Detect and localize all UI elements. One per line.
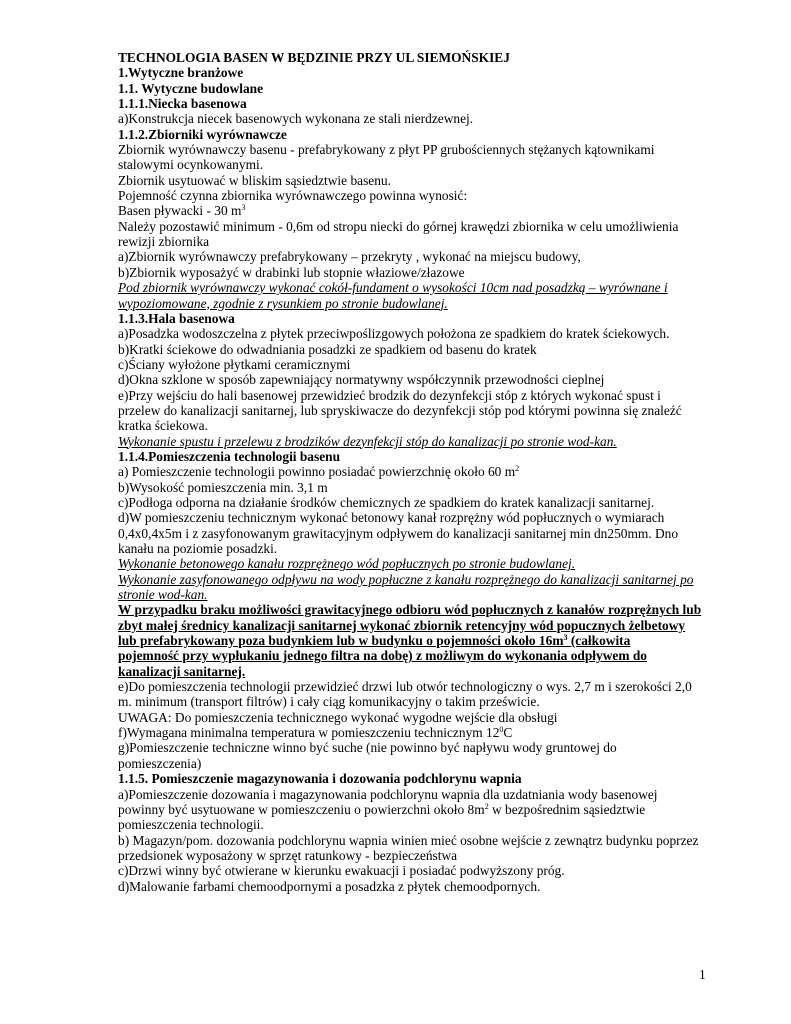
- paragraph: pomieszczenia): [118, 755, 202, 771]
- paragraph: c)Drzwi winny być otwierane w kierunku ewakuacji i posiadać podwyższony próg.: [118, 863, 565, 879]
- note-underlined: Wykonanie betonowego kanału rozprężnego wód popłucznych po stronie budowlanej.: [118, 556, 576, 572]
- paragraph: b) Magazyn/pom. dozowania podchlorynu wapnia winien mieć osobne wejście z zewnątrz budynku poprzez: [118, 832, 699, 848]
- note-underlined: Wykonanie spustu i przelewu z brodzików dezynfekcji stóp do kanalizacji po stronie wod-kan.: [118, 433, 617, 449]
- paragraph: kanału na poziomie posadzki.: [118, 541, 278, 556]
- superscript: 0: [499, 725, 504, 735]
- note-underlined: stronie wod-kan.: [118, 587, 208, 603]
- paragraph: Zbiornik usytuować w bliskim sąsiedztwie basenu.: [118, 172, 391, 188]
- paragraph: d)Okna szklone w sposób zapewniający normatywny współczynnik przewodności cieplnej: [118, 372, 605, 388]
- text: Basen pływacki - 30 m: [118, 203, 242, 219]
- text: w bezpośrednim sąsiedztwie: [488, 801, 646, 817]
- note-underlined: Wykonanie zasyfonowanego odpływu na wody popłuczne z kanału rozprężnego do kanalizacji sanitarnej po: [118, 571, 694, 587]
- paragraph: 0,4x0,4x5m i z zasyfonowanym grawitacyjnym odpływem do kanalizacji sanitarnej min dn250mm. Dno: [118, 525, 679, 541]
- paragraph: c)Ściany wyłożone płytkami ceramicznymi: [118, 356, 351, 372]
- text: f)Wymagana minimalna temperatura w pomieszczeniu technicznym 12: [118, 725, 500, 741]
- heading-1-1: 1.1. Wytyczne budowlane: [118, 80, 264, 96]
- paragraph: e)Do pomieszczenia technologii przewidzieć drzwi lub otwór technologiczny o wys. 2,7 m i szerokości 2,0: [118, 679, 692, 695]
- text: powinny być usytuowane w pomieszczeniu o powierzchni około 8m: [118, 801, 485, 817]
- paragraph: m. minimum (transport filtrów) i cały ciąg komunikacyjny o takim prześwicie.: [118, 694, 540, 710]
- paragraph: a)Zbiornik wyrównawczy prefabrykowany – przekryty , wykonać na miejscu budowy,: [118, 249, 581, 265]
- document-body: [118, 50, 718, 894]
- paragraph: przelew do kanalizacji sanitarnej, lub spryskiwacze do dezynfekcji stóp pod którymi powinna się znaleźć: [118, 402, 682, 418]
- paragraph: d)W pomieszczeniu technicznym wykonać betonowy kanał rozprężny wód popłucznych o wymiarach: [118, 510, 665, 526]
- page-number: 1: [699, 967, 706, 982]
- paragraph: Zbiornik wyrównawczy basenu - prefabrykowany z płyt PP grubościennych stężanych kątownikami: [118, 142, 655, 158]
- paragraph-line: [118, 203, 718, 218]
- note-underlined: Pod zbiornik wyrównawczy wykonać cokół-fundament o wysokości 10cm nad posadzką – wyrównane i: [118, 280, 668, 296]
- warning-bold-underlined: zbyt małej średnicy kanalizacji sanitarnej wykonać zbiornik retencyjny wód popucznych żelbetowy: [118, 617, 686, 633]
- document-title: TECHNOLOGIA BASEN W BĘDZINIE PRZY UL SIEMOŃSKIEJ: [118, 50, 510, 65]
- heading-1-1-1: 1.1.1.Niecka basenowa: [118, 96, 247, 112]
- paragraph: a)Posadzka wodoszczelna z płytek przeciwpoślizgowych położona ze spadkiem do kratek ściekowych.: [118, 326, 670, 342]
- text: a) Pomieszczenie technologii powinno posiadać powierzchnię około 60 m: [118, 464, 516, 480]
- paragraph: c)Podłoga odporna na działanie środków chemicznych ze spadkiem do kratek kanalizacji sanitarnej.: [118, 494, 655, 510]
- paragraph: d)Malowanie farbami chemoodpornymi a posadzka z płytek chemoodpornych.: [118, 878, 541, 894]
- paragraph: kratka ściekowa.: [118, 418, 208, 434]
- paragraph: przedsionek wyposażony w sprzęt ratunkowy - bezpieczeństwa: [118, 847, 458, 863]
- note-underlined: wypoziomowane, zgodnie z rysunkiem po stronie budowlanej.: [118, 295, 448, 311]
- superscript: 2: [515, 464, 520, 474]
- warning-bold-underlined: W przypadku braku możliwości grawitacyjnego odbioru wód popłucznych z kanałów rozprężnych lub: [118, 602, 702, 618]
- heading-1-1-5: 1.1.5. Pomieszczenie magazynowania i dozowania podchlorynu wapnia: [118, 771, 522, 787]
- paragraph: Pojemność czynna zbiornika wyrównawczego powinna wynosić:: [118, 188, 468, 204]
- heading-1: 1.Wytyczne branżowe: [118, 65, 244, 81]
- paragraph: pomieszczenia technologii.: [118, 817, 264, 833]
- superscript: 2: [484, 801, 489, 811]
- warning-bold-underlined: [118, 633, 718, 648]
- superscript: 3: [241, 203, 246, 213]
- paragraph: g)Pomieszczenie techniczne winno być suche (nie powinno być napływu wody gruntowej do: [118, 740, 617, 756]
- superscript: 3: [563, 633, 568, 643]
- paragraph: rewizji zbiornika: [118, 234, 210, 250]
- warning-bold-underlined: pojemność przy wypłukaniu jednego filtra na dobę) z możliwym do wykonania odpływem do: [118, 648, 647, 664]
- text: lub prefabrykowany poza budynkiem lub w budynku o pojemności około 16m: [118, 633, 564, 649]
- heading-1-1-3: 1.1.3.Hala basenowa: [118, 310, 235, 326]
- paragraph-line: [118, 725, 718, 740]
- paragraph-line: [118, 802, 718, 817]
- paragraph-line: [118, 464, 718, 479]
- heading-1-1-4: 1.1.4.Pomieszczenia technologii basenu: [118, 448, 341, 464]
- heading-1-1-2: 1.1.2.Zbiorniki wyrównawcze: [118, 126, 287, 142]
- paragraph: e)Przy wejściu do hali basenowej przewidzieć brodzik do dezynfekcji stóp z których wykonać spust i: [118, 387, 661, 403]
- paragraph: b)Kratki ściekowe do odwadniania posadzki ze spadkiem od basenu do kratek: [118, 341, 537, 357]
- text: (całkowita: [567, 633, 631, 649]
- text: C: [503, 725, 513, 741]
- paragraph: Należy pozostawić minimum - 0,6m od stropu niecki do górnej krawędzi zbiornika w celu umożliwienia: [118, 218, 679, 234]
- paragraph: stalowymi ocynkowanymi.: [118, 157, 264, 173]
- paragraph: UWAGA: Do pomieszczenia technicznego wykonać wygodne wejście dla obsługi: [118, 709, 558, 725]
- paragraph: a)Pomieszczenie dozowania i magazynowania podchlorynu wapnia dla uzdatniania wody basenowej: [118, 786, 658, 802]
- warning-bold-underlined: kanalizacji sanitarnej.: [118, 663, 246, 679]
- paragraph: b)Zbiornik wyposażyć w drabinki lub stopnie właziowe/złazowe: [118, 264, 465, 280]
- paragraph: b)Wysokość pomieszczenia min. 3,1 m: [118, 479, 328, 495]
- paragraph: a)Konstrukcja niecek basenowych wykonana ze stali nierdzewnej.: [118, 111, 474, 127]
